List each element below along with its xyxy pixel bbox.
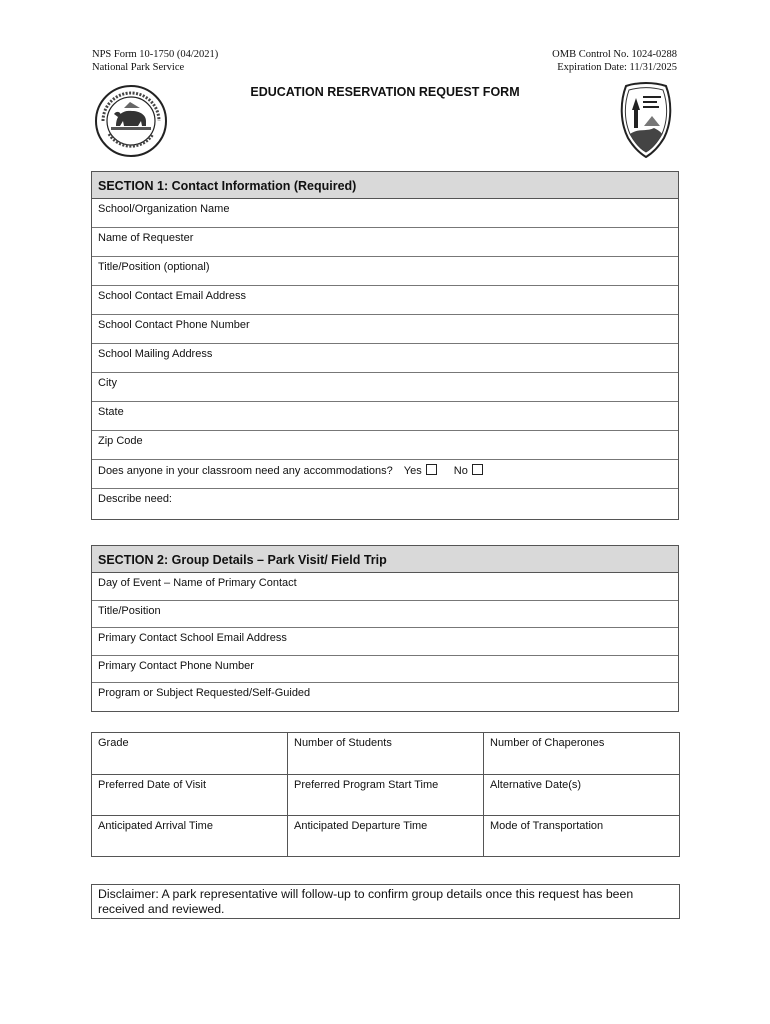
primary-contact-email-field[interactable]: Primary Contact School Email Address [92, 628, 678, 656]
form-header-left [92, 48, 218, 74]
day-of-event-contact-field[interactable]: Day of Event – Name of Primary Contact [92, 573, 678, 601]
section-group-details [91, 545, 679, 712]
mode-of-transportation-field[interactable]: Mode of Transportation [484, 816, 680, 857]
school-contact-phone-field[interactable]: School Contact Phone Number [92, 315, 678, 344]
accommodations-question: Does anyone in your classroom need any accommodations? [98, 465, 393, 477]
state-field[interactable]: State [92, 402, 678, 431]
departure-time-field[interactable]: Anticipated Departure Time [288, 816, 484, 857]
preferred-start-time-field[interactable]: Preferred Program Start Time [288, 775, 484, 816]
section2-heading: SECTION 2: Group Details – Park Visit/ Field Trip [92, 546, 678, 573]
disclaimer-box: Disclaimer: A park representative will follow-up to confirm group details once this request has been received and reviewed. [91, 884, 680, 919]
expiration-date: Expiration Date: 11/31/2025 [557, 62, 677, 73]
form-title: EDUCATION RESERVATION REQUEST FORM [250, 85, 520, 99]
group-details-grid [91, 732, 680, 857]
school-contact-email-field[interactable]: School Contact Email Address [92, 286, 678, 315]
primary-contact-phone-field[interactable]: Primary Contact Phone Number [92, 656, 678, 684]
primary-contact-title-field[interactable]: Title/Position [92, 601, 678, 629]
form-header-right [552, 48, 677, 74]
section-contact-information [91, 171, 679, 520]
yes-label: Yes [403, 465, 422, 477]
describe-need-field[interactable]: Describe need: [98, 493, 172, 505]
title-position-field[interactable]: Title/Position (optional) [92, 257, 678, 286]
school-mailing-address-field[interactable]: School Mailing Address [92, 344, 678, 373]
program-subject-field[interactable]: Program or Subject Requested/Self-Guided [98, 687, 311, 700]
yes-checkbox[interactable] [426, 464, 437, 475]
number-of-chaperones-field[interactable]: Number of Chaperones [484, 733, 680, 775]
number-of-students-field[interactable]: Number of Students [288, 733, 484, 775]
preferred-date-field[interactable]: Preferred Date of Visit [92, 775, 288, 816]
no-label: No [453, 465, 468, 477]
zip-code-field[interactable]: Zip Code [92, 431, 678, 460]
name-of-requester-field[interactable]: Name of Requester [92, 228, 678, 257]
no-checkbox[interactable] [472, 464, 483, 475]
accommodations-row [92, 460, 678, 489]
omb-control-number: OMB Control No. 1024-0288 [552, 49, 677, 60]
alternative-dates-field[interactable]: Alternative Date(s) [484, 775, 680, 816]
section1-heading: SECTION 1: Contact Information (Required) [92, 172, 678, 199]
arrival-time-field[interactable]: Anticipated Arrival Time [92, 816, 288, 857]
school-organization-name-field[interactable]: School/Organization Name [92, 199, 678, 228]
grade-field[interactable]: Grade [92, 733, 288, 775]
city-field[interactable]: City [92, 373, 678, 402]
agency-name: National Park Service [92, 62, 185, 73]
nps-arrowhead-logo-icon [618, 82, 674, 158]
form-number: NPS Form 10-1750 (04/2021) [92, 49, 219, 60]
